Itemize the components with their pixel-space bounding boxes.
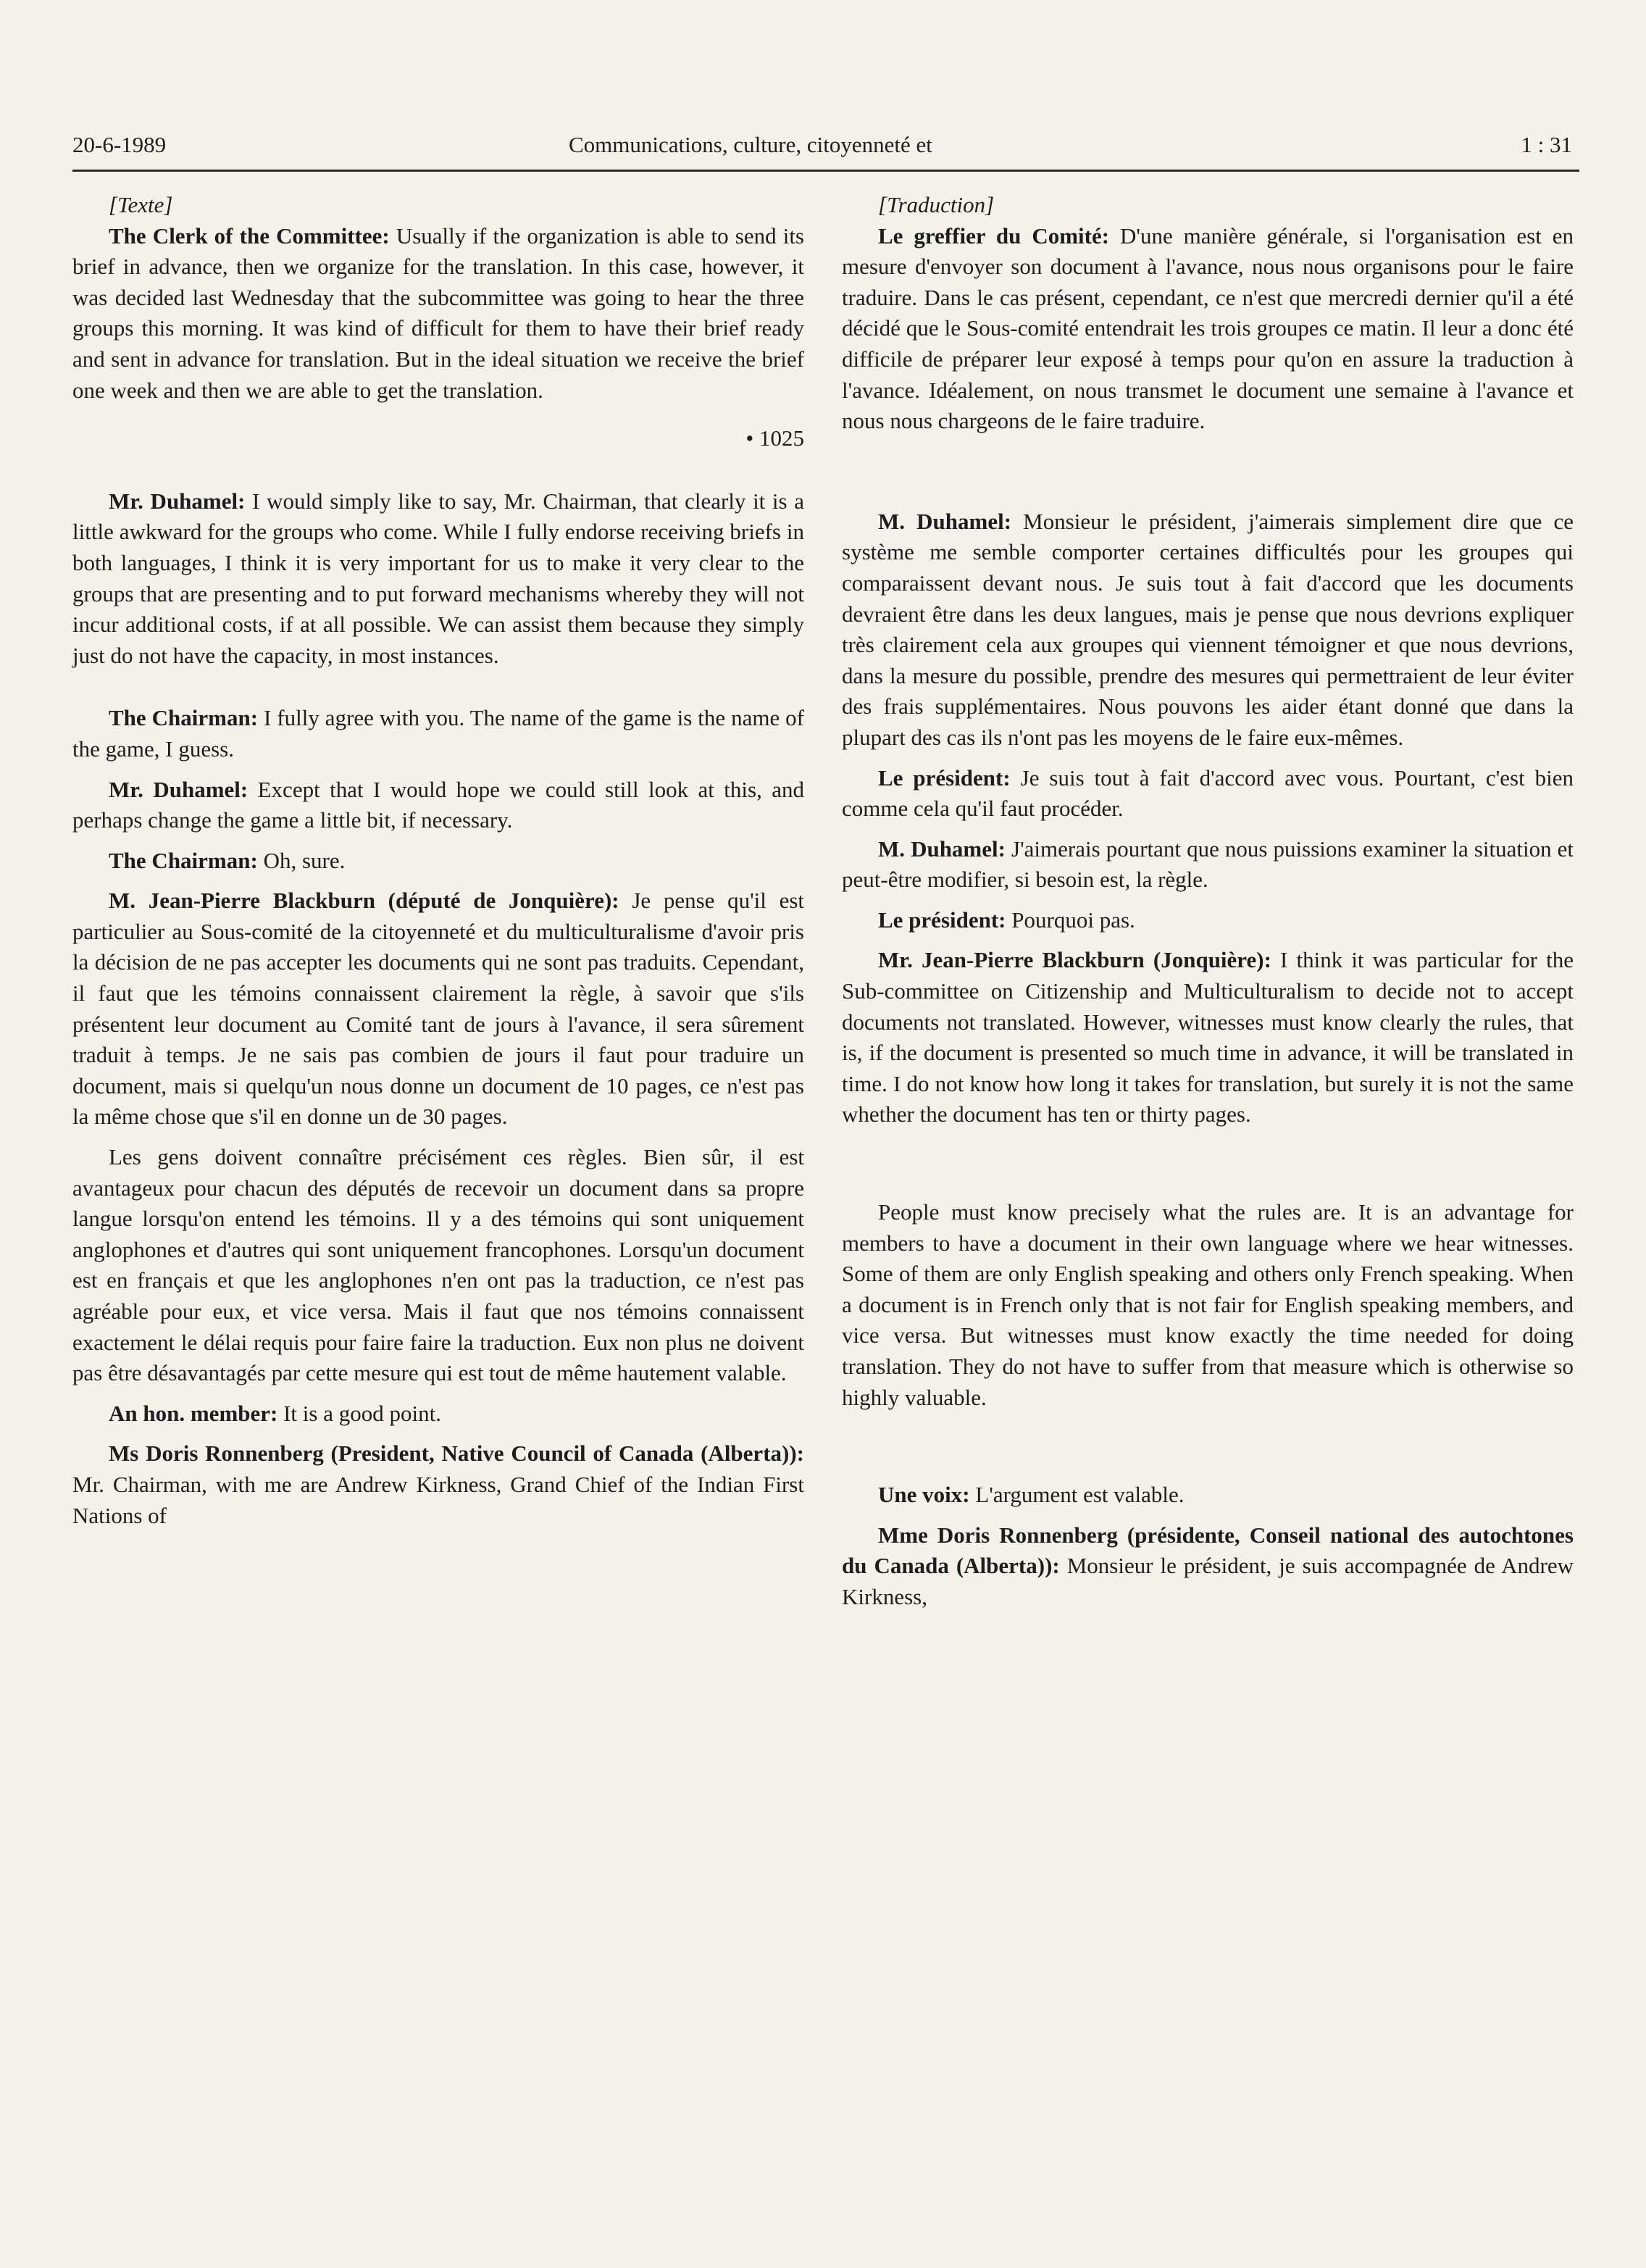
paragraph — [72, 1142, 804, 1389]
language-marker: [Texte] — [109, 192, 173, 217]
speaker-name: M. Jean-Pierre Blackburn (député de Jonquière): — [109, 888, 619, 914]
speaker-name: Mr. Duhamel: — [109, 488, 246, 514]
speech-text: Usually if the organization is able to send its brief in advance, then we organize for the translation. In this case, however, it was decided last Wednesday that the subcommittee was going to hear the three groups this morning. It was kind of difficult for them to have their brief ready and sent in advance for translation. But in the ideal situation we receive the brief one week and then we are able to get the translation. — [72, 222, 804, 403]
speaker-name: Le président: — [878, 906, 1006, 933]
speaker-name: Ms Doris Ronnenberg (President, Native Council of Canada (Alberta)): — [109, 1441, 804, 1467]
paragraph — [72, 846, 804, 877]
paragraph — [842, 945, 1574, 1130]
speaker-name: M. Duhamel: — [878, 835, 1006, 862]
speaker-name: Mme Doris Ronnenberg (présidente, Conseil national des autochtones du Canada (Alberta)): — [842, 1522, 1574, 1579]
speaker-name: Mr. Jean-Pierre Blackburn (Jonquière): — [878, 947, 1271, 973]
speaker-name: The Chairman: — [109, 705, 259, 731]
english-column — [72, 190, 804, 1531]
speech-text: D'une manière générale, si l'organisation est en mesure d'envoyer son document à l'avance, nous nous organisons pour le faire traduire. Dans le cas présent, cependant, ce n'est que mercredi dernier qu'il a été décidé que le Sous-comité entendrait les trois groupes ce matin. Il leur a donc été difficile de préparer leur exposé à temps pour qu'on en assure la traduction à l'avance. Idéalement, on nous transmet le document une semaine à l'avance et nous nous chargeons de le faire traduire. — [842, 222, 1574, 434]
paragraph — [842, 221, 1574, 437]
speech-text: Monsieur le président, je suis accompagnée de Andrew Kirkness, — [842, 1553, 1574, 1609]
speech-text: It is a good point. — [283, 1400, 441, 1426]
french-column — [842, 190, 1574, 1613]
speech-text: Oh, sure. — [263, 847, 346, 873]
paragraph — [842, 905, 1574, 936]
speech-text: I think it was particular for the Sub-committee on Citizenship and Multiculturalism to decide not to accept documents not translated. However, witnesses must know clearly the rules, that is, if the document is presented so much time in advance, it will be translated in time. I do not know how long it takes for translation, but surely it is not the same whether the document has ten or thirty pages. — [842, 947, 1574, 1127]
speech-text: Except that I would hope we could still look at this, and perhaps change the game a little bit, if necessary. — [72, 776, 805, 833]
speech-text: Je suis tout à fait d'accord avec vous. Pourtant, c'est bien comme cela qu'il faut procéder. — [842, 764, 1574, 822]
paragraph — [72, 486, 804, 672]
paragraph — [72, 221, 804, 407]
paragraph — [842, 1197, 1574, 1413]
speech-text: People must know precisely what the rules are. It is an advantage for members to have a document in their own language where we hear witnesses. Some of them are only English speaking and others only French speaking. When a document is in French only that is not fair for English speaking members, and vice versa. But witnesses must know exactly the time needed for doing translation. They do not have to suffer from that measure which is otherwise so highly valuable. — [842, 1199, 1574, 1410]
speech-text: Monsieur le président, j'aimerais simplement dire que ce système me semble comporter certaines difficultés pour les groupes qui comparaissent devant nous. Je suis tout à fait d'accord que les documents devraient être dans les deux langues, mais je pense que nous devrions expliquer très clairement cela aux groupes qui viennent témoigner et que nous devrions, dans la mesure du possible, prendre des mesures qui permettraient de leur éviter des frais supplémentaires. Nous pouvons les aider étant donné que dans la plupart des cas ils n'ont pas les moyens de le faire eux-mêmes. — [842, 508, 1574, 750]
speech-text: I would simply like to say, Mr. Chairman, that clearly it is a little awkward for the groups who come. While I fully endorse receiving briefs in both languages, I think it is very important for us to make it very clear to the groups that are presenting and to put forward mechanisms whereby they will not incur additional costs, if at all possible. We can assist them because they simply just do not have the capacity, in most instances. — [72, 488, 805, 668]
paragraph — [72, 703, 804, 764]
speaker-name: Mr. Duhamel: — [109, 776, 248, 802]
speech-text: L'argument est valable. — [975, 1482, 1185, 1508]
speaker-name: An hon. member: — [109, 1400, 278, 1426]
header-date: 20-6-1989 — [72, 132, 167, 157]
paragraph — [72, 1438, 804, 1531]
speaker-name: Le président: — [878, 764, 1011, 791]
language-marker: [Traduction] — [878, 192, 995, 217]
paragraph — [842, 763, 1574, 825]
speaker-name: M. Duhamel: — [878, 508, 1012, 534]
speaker-name: Le greffier du Comité: — [878, 222, 1110, 249]
speech-text: Je pense qu'il est particulier au Sous-comité de la citoyenneté et du multiculturalisme d'avoir pris la décision de ne pas accepter les documents qui ne sont pas traduits. Cependant, il faut que les témoins connaissent clairement la règle, à savoir que s'ils présentent leur document au Comité tant de jours à l'avance, il sera sûrement traduit à temps. Je ne sais pas combien de jours il faut pour traduire un document, mais si quelqu'un nous donne un document de 10 pages, ce n'est pas la même chose que s'il en donne un de 30 pages. — [72, 888, 805, 1130]
running-header — [72, 132, 1572, 168]
paragraph — [842, 834, 1574, 896]
paragraph — [72, 1398, 804, 1430]
header-page-number: 1 : 31 — [1521, 132, 1572, 157]
speaker-name: The Clerk of the Committee: — [109, 222, 390, 249]
speech-text: J'aimerais pourtant que nous puissions examiner la situation et peut-être modifier, si besoin est, la règle. — [842, 835, 1574, 893]
paragraph — [842, 1480, 1574, 1511]
speech-text: Mr. Chairman, with me are Andrew Kirkness, Grand Chief of the Indian First Nations of — [72, 1471, 804, 1528]
paragraph — [72, 775, 804, 836]
speech-text: Les gens doivent connaître précisément ces règles. Bien sûr, il est avantageux pour chacun des députés de recevoir un document dans sa propre langue lorsqu'on entend les témoins. Il y a des témoins qui sont uniquement anglophones et d'autres qui sont uniquement francophones. Lorsqu'un document est en français et que les anglophones n'en ont pas la traduction, ce n'est pas agréable pour eux, et vice versa. Mais il faut que nos témoins connaissent exactement le délai requis pour faire faire la traduction. Eux non plus ne doivent pas être désavantagés par cette mesure qui est tout de même hautement valable. — [72, 1144, 804, 1386]
paragraph — [842, 1520, 1574, 1613]
paragraph — [842, 506, 1574, 754]
speaker-name: The Chairman: — [109, 847, 258, 873]
header-title: Communications, culture, citoyenneté et — [569, 132, 932, 157]
time-marker: • 1025 — [745, 425, 804, 451]
speech-text: Pourquoi pas. — [1011, 906, 1135, 933]
header-rule — [72, 170, 1579, 172]
paragraph — [72, 885, 804, 1133]
speech-text: I fully agree with you. The name of the game is the name of the game, I guess. — [72, 705, 804, 762]
speaker-name: Une voix: — [878, 1482, 970, 1508]
